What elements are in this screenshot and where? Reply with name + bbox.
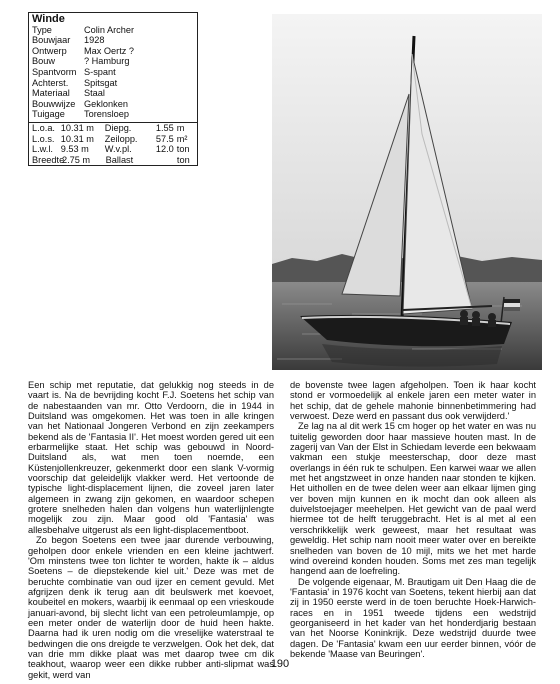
spec-label: Type [32, 24, 52, 35]
spec-row [29, 78, 197, 89]
paragraph: Zo begon Soetens een twee jaar durende verbouwing, geholpen door enkele vrienden en een kleine jachtwerf. 'Om minstens twee ton lichter te worden, hakte ik – aldus Soetens – de diepstekende kiel uit.' Deze was met de beruchte combinatie van oud ijzer en cement gevuld. Met afgrijzen denk ik terug aan dit beulswerk met koevoet, koubeitel en mokers, waarbij ik eenmaal op een vrieskoude januari-avond, bij slecht licht van een petroleumlampje, op een meter onder de waterlijn door de huid heen hakte. Daarna had ik uren nodig om die vreselijke waterstraal te bedwingen die ons dreigde te verzwelgen. Ook het dek, dat van drie mm dikke plaat was met daarop twee cm dik teakhout, waarop weer een dikke rubber anti-slipmat was gekit, werd van [28, 535, 274, 680]
paragraph: Een schip met reputatie, dat gelukkig nog steeds in de vaart is. Na de bevrijding kocht F.J. Soetens het schip van de nabestaanden van mr. Otto Verdoorn, die in 1944 in Duitsland was omgekomen. Het was toen in alle kringen van het Nationaal Jongeren Verbond en zijn zeekampers bekend als de 'Fantasia II'. Het moest worden gered uit een erbarmelijke staat. Het schip was gebouwd in Noord-Duitsland als, wat men toen noemde, een Küstenjollenkreuzer, gekenmerkt door een slank V-vormig voorschip dat geleidelijk vlakker werd. Het vertoonde de typische light-displacement lijnen, die zoveel jaren later algemeen in zwang zijn gekomen, en waardoor schepen grotere snelheden halen dan volgens hun waterlijnlengte mogelijk zou zijn. Maar good old 'Fantasia' was allesbehalve uitgerust als een light-displacementboot. [28, 380, 274, 535]
spec-value: ? Hamburg [84, 56, 130, 67]
dim-value: 9.53 m [60, 144, 89, 155]
spec-value: Torensloep [84, 109, 129, 120]
dim-value: 57.5 [155, 133, 174, 144]
spec-row [29, 35, 197, 46]
spec-row [29, 109, 197, 120]
paragraph: De volgende eigenaar, M. Brautigam uit Den Haag die de 'Fantasia' in 1976 kocht van Soetens, tekent hierbij aan dat zij in 1950 eerste werd in de toen beruchte Hoek-Harwich-races en in 1951 tweede tijdens een wedstrijd georganiseerd in het kader van het honderdjarig bestaan van het Noorse Koninkrijk. Deze wedstrijd duurde twee dagen. De 'Fantasia' kwam een uur eerder binnen, vóór de bekende 'Maase van Beuringen'. [290, 576, 536, 659]
spec-dimension-row [29, 144, 197, 155]
spec-label: Spantvorm [32, 66, 77, 77]
paragraph: de bovenste twee lagen afgeholpen. Toen ik haar kocht stond er vormoedelijk al enkele jaren een meter water in het schip, dat de gehele mahonie binnenbetimmering had verwoest. Deze werd en passant dus ook verwijderd.' [290, 380, 536, 422]
spec-rows [29, 25, 197, 120]
spec-table [28, 12, 198, 166]
spec-value: Geklonken [84, 98, 128, 109]
spec-row [29, 67, 197, 78]
spec-dimensions [29, 123, 197, 165]
spec-label: Ontwerp [32, 45, 67, 56]
dim-value: 12.0 [155, 144, 174, 155]
dim-value: 1.55 [155, 122, 174, 133]
dim-label: L.w.l. [32, 144, 53, 155]
dim-label: L.o.a. [32, 122, 55, 133]
spec-row [29, 46, 197, 57]
spec-value: 1928 [84, 35, 105, 46]
spec-row [29, 25, 197, 36]
dim-label: W.v.pl. [104, 144, 132, 155]
article-column-right [290, 380, 536, 659]
page-number: 190 [270, 658, 290, 670]
dim-label: Zeilopp. [104, 133, 138, 144]
spec-label: Achterst. [32, 77, 69, 88]
spec-dimension-row [29, 134, 197, 145]
dim-label: L.o.s. [32, 133, 55, 144]
dim-value: 10.31 m [60, 133, 94, 144]
dim-unit: ton [176, 144, 190, 155]
spec-title: Winde [32, 13, 65, 25]
spec-row [29, 99, 197, 110]
dim-unit: m [176, 122, 185, 133]
spec-label: Materiaal [32, 88, 70, 99]
spec-value: S-spant [84, 66, 116, 77]
spec-row [29, 88, 197, 99]
dim-value: 10.31 m [60, 122, 94, 133]
dim-value: 2.75 m [62, 154, 91, 165]
spec-dimension-row [29, 155, 197, 166]
spec-value: Staal [84, 88, 105, 99]
dim-unit: m² [176, 133, 188, 144]
spec-label: Tuigage [32, 109, 65, 120]
spec-dimension-row [29, 123, 197, 134]
spec-value: Spitsgat [84, 77, 118, 88]
dim-label: Ballast [105, 154, 134, 165]
spec-label: Bouw [32, 56, 55, 67]
dim-value [145, 155, 173, 166]
spec-label: Bouwjaar [32, 35, 71, 46]
spec-row [29, 56, 197, 67]
article-column-left [28, 380, 274, 680]
dim-label: Breedte [32, 154, 65, 165]
dim-label: Diepg. [104, 122, 132, 133]
sailboat-photo [272, 14, 542, 370]
spec-label: Bouwwijze [32, 98, 76, 109]
spec-value: Colin Archer [84, 24, 135, 35]
paragraph: Ze lag na al dit werk 15 cm hoger op het water en was nu tuitelig geworden door haar massieve houten mast. In de zagerij van Van der Elst in Schiedam leverde een bekwaam vakman een stukje meesterschap, door deze mast overlangs in één ruk te schulpen. Een karwei waar we allen met het angstzweet in onze handen naar stonden te kijken. Het uithollen en de twee delen weer aan elkaar lijmen ging ver boven mijn kunnen en ik mocht dan ook alleen als duivelstoejager meehelpen. Het gewicht van de paal werd hiermee tot de helft teruggebracht. Het is al met al een verschrikkelijk werk geweest, maar het resultaat was geweldig. Het schip nam nooit meer water over en bereikte snelheden van boven de 10 mijl, mits we het met harde wind overeind konden houden. Soms met zes man tegelijk hangend aan de loefreling. [290, 421, 536, 577]
dim-unit: ton [176, 154, 190, 165]
spec-value: Max Oertz ? [84, 45, 135, 56]
